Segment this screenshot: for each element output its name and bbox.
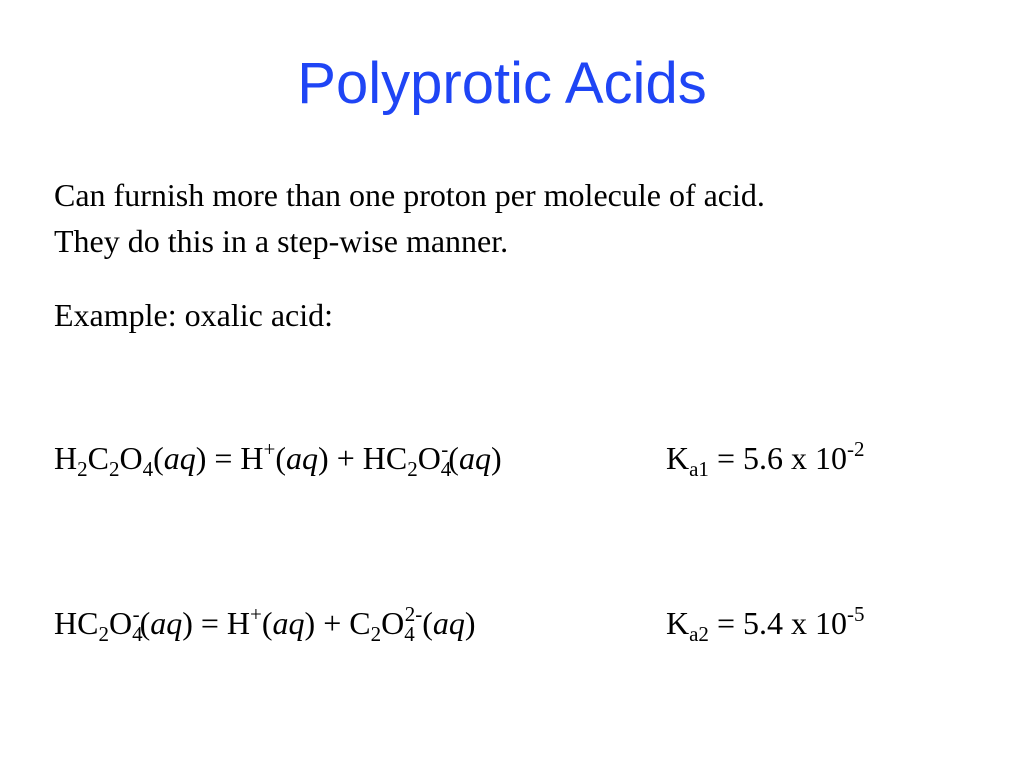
eq1-equals: =	[206, 440, 241, 476]
eq1-product-2: $HC_2O_4^-(aq)$	[362, 437, 502, 481]
eq2-product-1: H+(aq)	[226, 602, 316, 641]
slide-title: Polyprotic Acids	[297, 51, 707, 116]
body-line-1: Can furnish more than one proton per molecule of acid.	[54, 177, 765, 213]
equation-2	[54, 602, 476, 646]
eq1-product-1: H+(aq)	[240, 437, 329, 476]
body-line-2: They do this in a step-wise manner.	[54, 223, 509, 259]
eq2-reactant: $HC_2O_4^-(aq)$	[54, 602, 193, 646]
eq2-equals: =	[192, 605, 227, 641]
equilibrium-constant-2: $K_{a2} = 5.4$ x $10^{-5}$	[666, 602, 865, 646]
equation-1	[54, 437, 502, 481]
eq2-product-2: $C_2O_4^{2-}(aq)$	[349, 602, 476, 646]
eq2-plus: +	[315, 605, 350, 641]
eq1-reactant: $H_2C_2O_4(aq)$	[54, 440, 207, 481]
example-label: Example: oxalic acid:	[54, 297, 333, 333]
eq1-plus: +	[328, 440, 363, 476]
equilibrium-constant-1: $K_{a1} = 5.6$ x $10^{-2}$	[666, 437, 865, 481]
